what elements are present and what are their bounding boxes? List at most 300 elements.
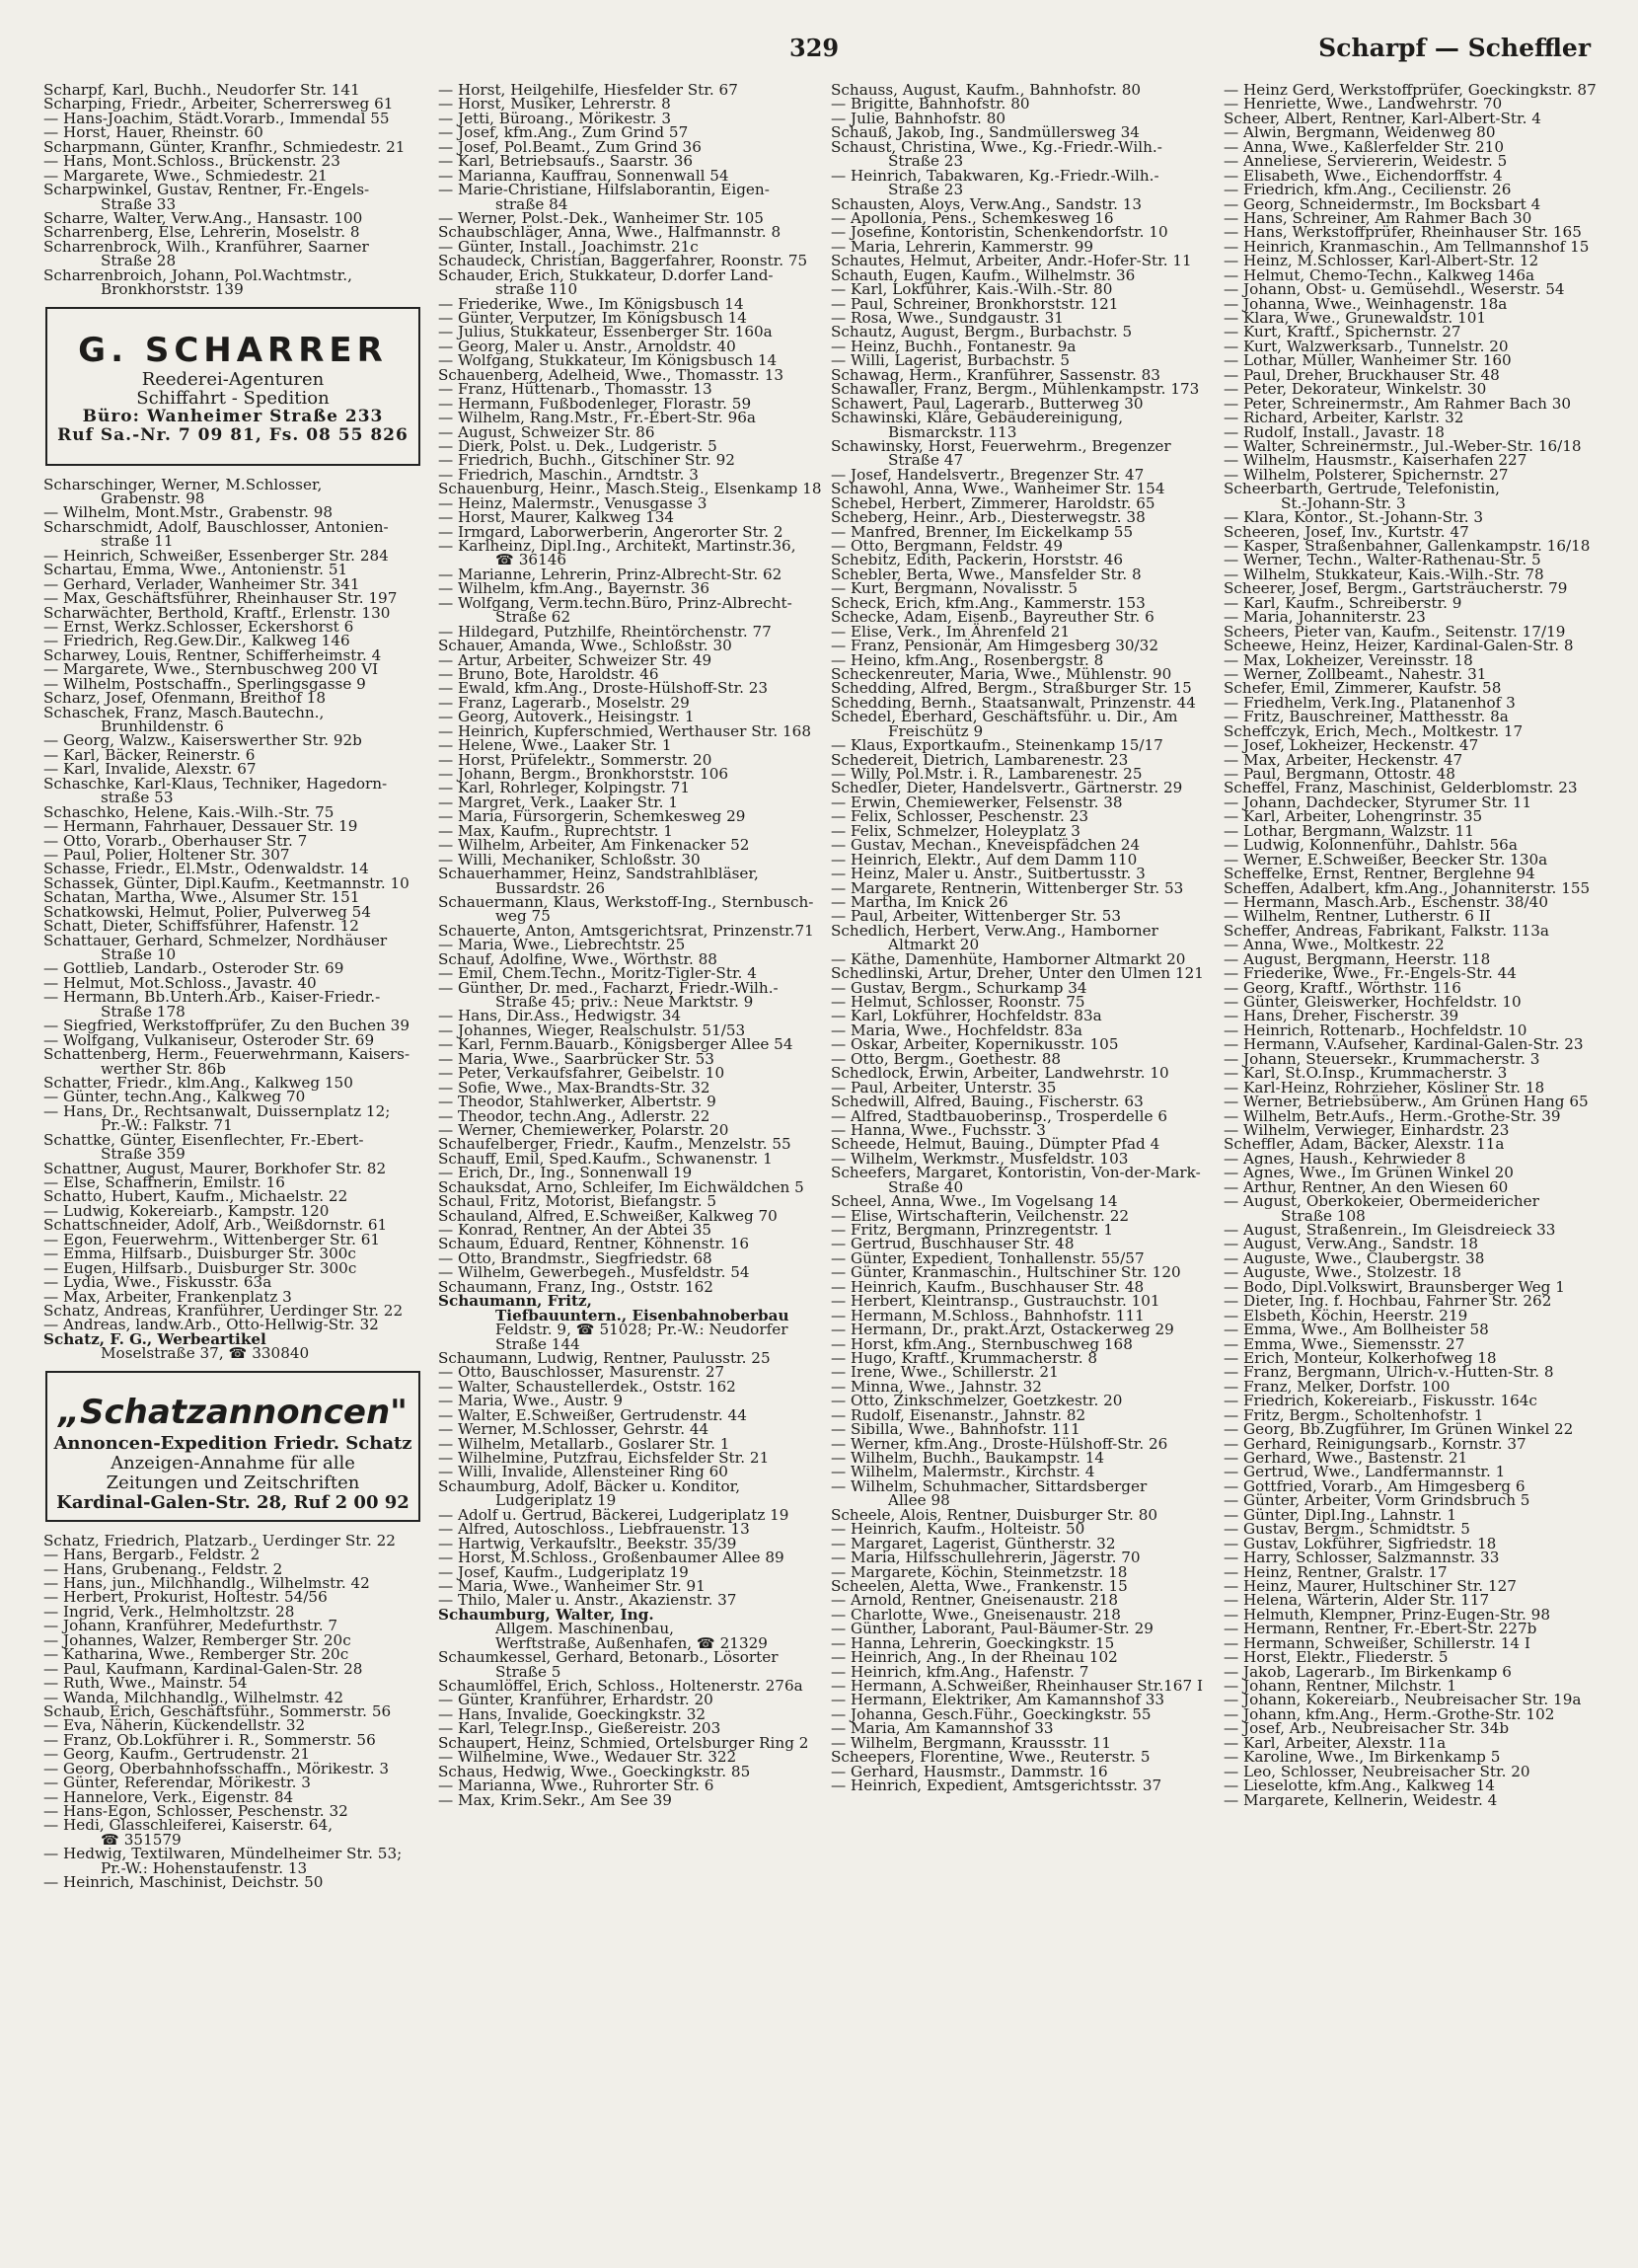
directory-entry: — Max, Arbeiter, Frankenplatz 3 bbox=[43, 1287, 292, 1306]
directory-entry: Schatto, Hubert, Kaufm., Michaelstr. 22 bbox=[43, 1187, 348, 1206]
directory-entry: ☎ 351579 bbox=[101, 1830, 182, 1849]
directory-entry: — Marianna, Wwe., Ruhrorter Str. 6 bbox=[438, 1777, 714, 1795]
directory-entry: Schaumann, Ludwig, Rentner, Paulusstr. 25 bbox=[438, 1348, 771, 1367]
directory-entry: — Hermann, Schweißer, Schillerstr. 14 I bbox=[1224, 1633, 1530, 1652]
directory-entry: — Wilhelm, Arbeiter, Am Finkenacker 52 bbox=[438, 836, 750, 855]
directory-entry: — Hermann, Elektriker, Am Kamannshof 33 bbox=[831, 1691, 1165, 1709]
directory-entry: — Wilhelm, Metallarb., Goslarer Str. 1 bbox=[438, 1434, 730, 1453]
directory-entry: Schawert, Paul, Lagerarb., Butterweg 30 bbox=[831, 394, 1144, 413]
schatz-ad-address: Kardinal-Galen-Str. 28, Ruf 2 00 92 bbox=[56, 1491, 410, 1513]
directory-entry: Scharre, Walter, Verw.Ang., Hansastr. 100 bbox=[43, 208, 363, 227]
directory-entry: — Horst, Prüfelektr., Sommerstr. 20 bbox=[438, 750, 712, 769]
directory-entry: Schasse, Friedr., El.Mstr., Odenwaldstr. 14 bbox=[43, 860, 369, 878]
directory-entry: Scharrenbroich, Johann, Pol.Wachtmstr., bbox=[43, 265, 352, 284]
directory-entry: — Eugen, Hilfsarb., Duisburger Str. 300c bbox=[43, 1258, 357, 1277]
directory-entry: Schedler, Dieter, Handelsvertr., Gärtnerstr. 29 bbox=[831, 779, 1183, 797]
directory-entry: — Hartwig, Verkaufsltr., Beekstr. 35/39 bbox=[438, 1534, 737, 1552]
directory-entry: — Wilhelm, Buchh., Baukampstr. 14 bbox=[831, 1449, 1105, 1467]
directory-entry: — Karl, Lokführer, Kais.-Wilh.-Str. 80 bbox=[831, 280, 1113, 299]
directory-entry: — Heinz, Maler u. Anstr., Suitbertusstr. 3 bbox=[831, 865, 1146, 883]
directory-entry: Schauss, August, Kaufm., Bahnhofstr. 80 bbox=[831, 83, 1142, 99]
directory-entry: St.-Johann-Str. 3 bbox=[1281, 493, 1406, 512]
directory-entry: — Gertrud, Wwe., Landfermannstr. 1 bbox=[1224, 1463, 1506, 1481]
directory-entry: — Günter, Referendar, Mörikestr. 3 bbox=[43, 1774, 311, 1792]
directory-entry: Bussardstr. 26 bbox=[495, 878, 606, 897]
directory-entry: Scharschinger, Werner, M.Schlosser, bbox=[43, 475, 323, 493]
directory-entry: — Helmuth, Klempner, Prinz-Eugen-Str. 98 bbox=[1224, 1605, 1550, 1624]
directory-entry: — Wilhelm, Postschaffn., Sperlingsgasse 9 bbox=[43, 674, 366, 693]
directory-entry: — Wilhelm, Rang.Mstr., Fr.-Ebert-Str. 96a bbox=[438, 409, 756, 427]
directory-entry: — Herbert, Kleintransp., Gustrauchstr. 101 bbox=[831, 1292, 1160, 1311]
directory-entry: Scheerbarth, Gertrude, Telefonistin, bbox=[1224, 480, 1500, 498]
directory-entry: — Heinrich, Elektr., Auf dem Damm 110 bbox=[831, 850, 1138, 869]
directory-entry: — Walter, Schaustellerdek., Oststr. 162 bbox=[438, 1377, 736, 1396]
directory-entry: — Horst, Heilgehilfe, Hiesfelder Str. 67 bbox=[438, 83, 738, 99]
directory-entry: — Otto, Zinkschmelzer, Goetzkestr. 20 bbox=[831, 1392, 1123, 1410]
directory-entry: — Wilhelm, Betr.Aufs., Herm.-Grothe-Str. 39 bbox=[1224, 1106, 1561, 1125]
directory-entry: — Oskar, Arbeiter, Kopernikusstr. 105 bbox=[831, 1035, 1119, 1054]
directory-entry: — Günter, Kranmaschin., Hultschiner Str. 120 bbox=[831, 1263, 1181, 1282]
directory-entry: — Karl, Kaufm., Schreiberstr. 9 bbox=[1224, 593, 1462, 612]
directory-entry: — Alfred, Stadtbauoberinsp., Trosperdelle 6 bbox=[831, 1106, 1167, 1125]
directory-entry: — Heinrich, Expedient, Amtsgerichtsstr. 37 bbox=[831, 1777, 1162, 1793]
directory-entry: Scheberg, Heinr., Arb., Diesterwegstr. 38 bbox=[831, 508, 1146, 527]
directory-entry: — Paul, Schreiner, Bronkhorststr. 121 bbox=[831, 294, 1119, 313]
directory-entry: — Josef, Kaufm., Ludgeriplatz 19 bbox=[438, 1562, 689, 1581]
directory-entry: — Franz, Melker, Dorfstr. 100 bbox=[1224, 1377, 1451, 1396]
directory-entry: — Paul, Bergmann, Ottostr. 48 bbox=[1224, 765, 1455, 783]
directory-entry: — August, Straßenrein., Im Gleisdreieck 33 bbox=[1224, 1221, 1556, 1239]
column-1-bottom-entries bbox=[43, 1531, 430, 1890]
directory-entry: Straße 62 bbox=[495, 608, 571, 627]
directory-entry: — Felix, Schlosser, Peschenstr. 23 bbox=[831, 807, 1089, 826]
directory-entry: — Alfred, Autoschloss., Liebfrauenstr. 13 bbox=[438, 1520, 750, 1539]
directory-entry: Schaust, Christina, Wwe., Kg.-Friedr.-Wilh.- bbox=[831, 137, 1162, 156]
directory-entry: straße 53 bbox=[101, 789, 174, 807]
directory-entry: Schattner, August, Maurer, Borkhofer Str. 82 bbox=[43, 1159, 387, 1177]
directory-entry: Schaschke, Karl-Klaus, Techniker, Hagedorn- bbox=[43, 774, 388, 793]
directory-entry: Feldstr. 9, ☎ 51028; Pr.-W.: Neudorfer bbox=[495, 1321, 788, 1339]
directory-entry: — Heino, kfm.Ang., Rosenbergstr. 8 bbox=[831, 650, 1104, 669]
directory-entry: — Wilhelm, Mont.Mstr., Grabenstr. 98 bbox=[43, 503, 334, 522]
directory-entry: — Maria, Am Kamannshof 33 bbox=[831, 1719, 1054, 1738]
scharrer-advertisement bbox=[45, 307, 420, 466]
directory-entry: — Johannes, Walzer, Remberger Str. 20c bbox=[43, 1630, 351, 1649]
directory-entry: — Günter, Kranführer, Erhardstr. 20 bbox=[438, 1691, 713, 1709]
directory-entry: — Anneliese, Serviererin, Weidestr. 5 bbox=[1224, 152, 1508, 171]
directory-entry: — Josef, Lokheizer, Heckenstr. 47 bbox=[1224, 736, 1479, 755]
directory-entry: — Hans-Egon, Schlosser, Peschenstr. 32 bbox=[43, 1802, 348, 1820]
directory-entry: — Bodo, Dipl.Volkswirt, Braunsberger Weg 1 bbox=[1224, 1277, 1565, 1296]
directory-entry: — Hermann, A.Schweißer, Rheinhauser Str.167 I bbox=[831, 1677, 1203, 1695]
directory-entry: Schaum, Eduard, Rentner, Köhnenstr. 16 bbox=[438, 1235, 750, 1253]
directory-entry: Straße 5 bbox=[495, 1662, 561, 1681]
directory-entry: — Johanna, Wwe., Weinhagenstr. 18a bbox=[1224, 294, 1508, 313]
directory-entry: — Karl-Heinz, Rohrzieher, Kösliner Str. 18 bbox=[1224, 1078, 1545, 1096]
directory-entry: — Karl, Rohrleger, Kolpingstr. 71 bbox=[438, 779, 691, 797]
directory-entry: — Wilhelm, kfm.Ang., Bayernstr. 36 bbox=[438, 579, 710, 598]
directory-entry: Straße 40 bbox=[888, 1177, 964, 1196]
directory-entry: Werftstraße, Außenhafen, ☎ 21329 bbox=[495, 1633, 768, 1652]
directory-entry: Schauff, Emil, Sped.Kaufm., Schwanenstr. 1 bbox=[438, 1149, 773, 1168]
directory-entry: — Maria, Wwe., Wanheimer Str. 91 bbox=[438, 1576, 706, 1595]
directory-entry: Bronkhorststr. 139 bbox=[101, 280, 244, 299]
directory-entry: Scharz, Josef, Ofenmann, Breithof 18 bbox=[43, 689, 326, 708]
directory-entry: — Günter, Dipl.Ing., Lahnstr. 1 bbox=[1224, 1505, 1456, 1524]
directory-entry: — Friedrich, Kokereiarb., Fiskusstr. 164c bbox=[1224, 1392, 1537, 1410]
directory-entry: Schattenberg, Herm., Feuerwehrmann, Kaisers- bbox=[43, 1045, 410, 1064]
directory-entry: — Wolfgang, Stukkateur, Im Königsbusch 14 bbox=[438, 351, 778, 370]
directory-entry: — Wilhelmine, Putzfrau, Eichsfelder Str. 21 bbox=[438, 1449, 770, 1467]
directory-entry: — Minna, Wwe., Jahnstr. 32 bbox=[831, 1377, 1042, 1396]
directory-entry: — Willy, Pol.Mstr. i. R., Lambarenestr. 25 bbox=[831, 765, 1143, 783]
directory-entry: Schauf, Adolfine, Wwe., Wörthstr. 88 bbox=[438, 949, 717, 968]
directory-entry: — Paul, Dreher, Bruckhauser Str. 48 bbox=[1224, 365, 1500, 384]
directory-entry: Altmarkt 20 bbox=[888, 936, 980, 954]
directory-entry: — Johann, Bergm., Bronkhorststr. 106 bbox=[438, 765, 729, 783]
page-header bbox=[0, 34, 1638, 73]
directory-entry: — Johann, Obst- u. Gemüsehdl., Weserstr. 54 bbox=[1224, 280, 1565, 299]
directory-entry: — Heinz, Malermstr., Venusgasse 3 bbox=[438, 493, 707, 512]
directory-entry: Straße 108 bbox=[1281, 1206, 1366, 1225]
directory-entry: — Wilhelm, Stukkateur, Kais.-Wilh.-Str. 78 bbox=[1224, 565, 1544, 583]
directory-entry: — Fritz, Bergmann, Prinzregentstr. 1 bbox=[831, 1221, 1114, 1239]
directory-entry: Schattschneider, Adolf, Arb., Weißdornstr. 61 bbox=[43, 1216, 388, 1235]
directory-entry: Schedlock, Erwin, Arbeiter, Landwehrstr. 10 bbox=[831, 1064, 1169, 1083]
directory-entry: Straße 178 bbox=[101, 1002, 186, 1021]
directory-entry: Scharschmidt, Adolf, Bauschlosser, Antonien- bbox=[43, 517, 389, 536]
directory-entry: Schaupert, Heinz, Schmied, Ortelsburger Ring 2 bbox=[438, 1733, 809, 1752]
directory-entry: Brunhildenstr. 6 bbox=[101, 718, 224, 735]
directory-entry: Straße 28 bbox=[101, 252, 177, 270]
directory-entry: — Gustav, Lokführer, Sigfriedstr. 18 bbox=[1224, 1534, 1497, 1552]
directory-entry: — August, Bergmann, Heerstr. 118 bbox=[1224, 949, 1491, 968]
directory-entry: — Apollonia, Pens., Schemkesweg 16 bbox=[831, 208, 1114, 227]
directory-entry: — Josefine, Kontoristin, Schenkendorfstr. 10 bbox=[831, 223, 1168, 242]
directory-entry: — Margarete, Wwe., Sternbuschweg 200 VI bbox=[43, 660, 379, 679]
column-1-middle-entries bbox=[43, 475, 430, 1363]
directory-entry: — Hedwig, Textilwaren, Mündelheimer Str. 53; bbox=[43, 1845, 403, 1863]
directory-entry: — Willi, Invalide, Allensteiner Ring 60 bbox=[438, 1463, 728, 1481]
directory-entry: — Horst, Hauer, Rheinstr. 60 bbox=[43, 123, 263, 142]
directory-entry: — Hugo, Kraftf., Krummacherstr. 8 bbox=[831, 1348, 1098, 1367]
directory-entry: Schaschko, Helene, Kais.-Wilh.-Str. 75 bbox=[43, 802, 335, 821]
directory-entry: — Auguste, Wwe., Claubergstr. 38 bbox=[1224, 1248, 1485, 1267]
directory-entry: — Helmut, Chemo-Techn., Kalkweg 146a bbox=[1224, 265, 1535, 284]
directory-entry: — Georg, Autoverk., Heisingstr. 1 bbox=[438, 708, 695, 726]
directory-entry: — Julius, Stukkateur, Essenberger Str. 160a bbox=[438, 323, 773, 341]
directory-entry: Scheewe, Heinz, Heizer, Kardinal-Galen-Str. 8 bbox=[1224, 637, 1574, 655]
directory-entry: — Kurt, Bergmann, Novalisstr. 5 bbox=[831, 579, 1079, 598]
directory-entry: — Marianna, Kauffrau, Sonnenwall 54 bbox=[438, 166, 729, 185]
directory-entry: — Friedrich, kfm.Ang., Cecilienstr. 26 bbox=[1224, 181, 1512, 199]
directory-entry: — Herbert, Prokurist, Holtestr. 54/56 bbox=[43, 1588, 328, 1607]
directory-entry: — Johann, Kranführer, Medefurthstr. 7 bbox=[43, 1617, 338, 1635]
directory-entry: — Gustav, Bergm., Schmidtstr. 5 bbox=[1224, 1520, 1470, 1539]
directory-entry: — Franz, Bergmann, Ulrich-v.-Hutten-Str. 8 bbox=[1224, 1363, 1554, 1382]
directory-entry: — Heinrich, Kaufm., Buschhauser Str. 48 bbox=[831, 1277, 1145, 1296]
directory-entry: — Wilhelm, Rentner, Lutherstr. 6 II bbox=[1224, 907, 1491, 926]
directory-entry: — Wilhelm, Malermstr., Kirchstr. 4 bbox=[831, 1463, 1095, 1481]
directory-entry: Schaschek, Franz, Masch.Bautechn., bbox=[43, 703, 325, 721]
directory-entry: — Richard, Arbeiter, Karlstr. 32 bbox=[1224, 409, 1464, 427]
directory-entry: — Karl, Bäcker, Reinerstr. 6 bbox=[43, 745, 256, 764]
directory-entry: — Maria, Wwe., Hochfeldstr. 83a bbox=[831, 1021, 1082, 1039]
schatz-ad-line: Anzeigen-Annahme für alle bbox=[111, 1452, 355, 1474]
directory-entry: Schebler, Berta, Wwe., Mansfelder Str. 8 bbox=[831, 565, 1142, 583]
directory-entry: Schauerhammer, Heinz, Sandstrahlbläser, bbox=[438, 865, 759, 883]
directory-entry: — Maria, Wwe., Saarbrücker Str. 53 bbox=[438, 1049, 714, 1068]
directory-entry: — Ewald, kfm.Ang., Droste-Hülshoff-Str. 23 bbox=[438, 679, 769, 698]
directory-entry: Scheers, Pieter van, Kaufm., Seitenstr. 17/19 bbox=[1224, 622, 1566, 641]
directory-entry: Bismarckstr. 113 bbox=[888, 422, 1017, 441]
directory-entry: — Otto, Bergm., Goethestr. 88 bbox=[831, 1049, 1062, 1068]
directory-entry: Schartau, Emma, Wwe., Antonienstr. 51 bbox=[43, 561, 348, 579]
directory-entry: — Marie-Christiane, Hilfslaborantin, Eigen- bbox=[438, 181, 770, 199]
directory-entry: Straße 10 bbox=[101, 945, 177, 963]
directory-entry: — Hans, Mont.Schloss., Brückenstr. 23 bbox=[43, 152, 340, 171]
directory-entry: — Margret, Verk., Laaker Str. 1 bbox=[438, 793, 679, 811]
directory-entry: Schaub, Erich, Geschäftsführ., Sommerstr. 56 bbox=[43, 1701, 392, 1720]
directory-entry: — Hermann, Bb.Unterh.Arb., Kaiser-Friedr.- bbox=[43, 988, 381, 1007]
directory-entry: — Hanna, Wwe., Fuchsstr. 3 bbox=[831, 1120, 1046, 1139]
directory-entry: — Johann, Rentner, Milchstr. 1 bbox=[1224, 1677, 1456, 1695]
directory-entry: — Hermann, Fußbodenleger, Florastr. 59 bbox=[438, 394, 752, 413]
directory-entry: — Anna, Wwe., Moltkestr. 22 bbox=[1224, 936, 1445, 954]
directory-entry: — Horst, M.Schloss., Großenbaumer Allee 89 bbox=[438, 1549, 784, 1567]
directory-entry: — Max, Kaufm., Ruprechtstr. 1 bbox=[438, 821, 673, 840]
directory-entry: Schattke, Günter, Eisenflechter, Fr.-Ebert- bbox=[43, 1130, 364, 1149]
directory-entry: — Heinrich, Kupferschmied, Werthauser Str. 168 bbox=[438, 721, 811, 740]
directory-entry: — Klaus, Exportkaufm., Steinenkamp 15/17 bbox=[831, 736, 1163, 755]
directory-entry: — Emil, Chem.Techn., Moritz-Tigler-Str. 4 bbox=[438, 964, 757, 983]
scharrer-ad-title: G. SCHARRER bbox=[78, 330, 388, 370]
directory-entry: Scheele, Alois, Rentner, Duisburger Str. 80 bbox=[831, 1505, 1158, 1524]
directory-entry: — Egon, Feuerwehrm., Wittenberger Str. 61 bbox=[43, 1230, 381, 1248]
directory-entry: — Heinz, Buchh., Fontanestr. 9a bbox=[831, 337, 1077, 355]
directory-entry: — Günter, Gleiswerker, Hochfeldstr. 10 bbox=[1224, 993, 1522, 1011]
directory-entry: — Klara, Wwe., Grunewaldstr. 101 bbox=[1224, 309, 1487, 327]
directory-entry: — Friedrich, Reg.Gew.Dir., Kalkweg 146 bbox=[43, 632, 350, 650]
directory-entry: Schauksdat, Arno, Schleifer, Im Eichwäldchen 5 bbox=[438, 1177, 804, 1196]
directory-entry: — Hildegard, Putzhilfe, Rheintörchenstr. 77 bbox=[438, 622, 772, 641]
directory-entry: — Friederike, Wwe., Fr.-Engels-Str. 44 bbox=[1224, 964, 1517, 983]
directory-entry: — Hans, Schreiner, Am Rahmer Bach 30 bbox=[1224, 208, 1532, 227]
directory-entry: Straße 47 bbox=[888, 451, 964, 470]
directory-entry: — Wilhelm, Hausmstr., Kaiserhafen 227 bbox=[1224, 451, 1527, 470]
directory-entry: — Wanda, Milchhandlg., Wilhelmstr. 42 bbox=[43, 1688, 344, 1706]
directory-entry: — Theodor, Stahlwerker, Albertstr. 9 bbox=[438, 1093, 716, 1111]
directory-entry: — Ludwig, Kokereiarb., Kampstr. 120 bbox=[43, 1201, 330, 1220]
directory-entry: — Maria, Wwe., Liebrechtstr. 25 bbox=[438, 936, 686, 954]
directory-entry: — Agnes, Wwe., Im Grünen Winkel 20 bbox=[1224, 1164, 1514, 1182]
directory-entry: — Hans, Grubenang., Feldstr. 2 bbox=[43, 1559, 283, 1578]
directory-entry: Scheffczyk, Erich, Mech., Moltkestr. 17 bbox=[1224, 721, 1524, 740]
scharrer-ad-line: Reederei-Agenturen bbox=[141, 368, 325, 390]
directory-entry: Schauder, Erich, Stukkateur, D.dorfer Land- bbox=[438, 265, 774, 284]
directory-entry: — Wilhelm, Schuhmacher, Sittardsberger bbox=[831, 1476, 1148, 1495]
directory-entry: Straße 23 bbox=[888, 152, 964, 171]
directory-entry: — Margarete, Kellnerin, Weidestr. 4 bbox=[1224, 1790, 1498, 1807]
directory-entry: Allee 98 bbox=[888, 1491, 950, 1510]
directory-entry: Schaubschläger, Anna, Wwe., Halfmannstr. 8 bbox=[438, 223, 782, 242]
directory-entry: — Dierk, Polst. u. Dek., Ludgeristr. 5 bbox=[438, 436, 717, 455]
directory-entry: — Max, Geschäftsführer, Rheinhauser Str. 197 bbox=[43, 589, 398, 608]
directory-entry: — Rudolf, Eisenanstr., Jahnstr. 82 bbox=[831, 1405, 1086, 1424]
directory-entry: — Fritz, Bauschreiner, Matthesstr. 8a bbox=[1224, 708, 1509, 726]
directory-entry: Schefer, Emil, Zimmerer, Kaufstr. 58 bbox=[1224, 679, 1502, 698]
directory-entry: — Karl, Fernm.Bauarb., Königsberger Allee 54 bbox=[438, 1035, 793, 1054]
directory-entry: — Konrad, Rentner, An der Abtei 35 bbox=[438, 1221, 712, 1239]
directory-entry: Schaumlöffel, Erich, Schloss., Holtenerstr. 276a bbox=[438, 1677, 803, 1695]
schatz-ad-line: Annoncen-Expedition Friedr. Schatz bbox=[53, 1432, 412, 1454]
directory-entry: — Georg, Walzw., Kaiserswerther Str. 92b bbox=[43, 731, 362, 750]
directory-entry: Schauenberg, Adelheid, Wwe., Thomasstr. 13 bbox=[438, 365, 784, 384]
directory-entry: — Rudolf, Install., Javastr. 18 bbox=[1224, 422, 1445, 441]
directory-entry: — Wilhelm, Bergmann, Kraussstr. 11 bbox=[831, 1733, 1112, 1752]
directory-entry: Straße 33 bbox=[101, 194, 177, 213]
directory-entry: Schedereit, Dietrich, Lambarenestr. 23 bbox=[831, 750, 1129, 769]
directory-entry: Schebitz, Edith, Packerin, Horststr. 46 bbox=[831, 551, 1124, 569]
directory-entry: Schausten, Aloys, Verw.Ang., Sandstr. 13 bbox=[831, 194, 1143, 213]
directory-entry: — Alwin, Bergmann, Weidenweg 80 bbox=[1224, 123, 1496, 142]
directory-entry: Moselstraße 37, ☎ 330840 bbox=[101, 1344, 310, 1363]
directory-entry: — Erich, Dr., Ing., Sonnenwall 19 bbox=[438, 1164, 693, 1182]
directory-entry: — Wolfgang, Vulkaniseur, Osteroder Str. 69 bbox=[43, 1030, 375, 1049]
directory-entry: — Peter, Verkaufsfahrer, Geibelstr. 10 bbox=[438, 1064, 725, 1083]
directory-entry: Pr.-W.: Hohenstaufenstr. 13 bbox=[101, 1858, 308, 1877]
directory-entry: Scharpwinkel, Gustav, Rentner, Fr.-Engels- bbox=[43, 181, 370, 199]
directory-entry: — Johanna, Gesch.Führ., Goeckingkstr. 55 bbox=[831, 1704, 1152, 1723]
directory-entry: — Max, Krim.Sekr., Am See 39 bbox=[438, 1790, 672, 1807]
directory-entry: — Hermann, Rentner, Fr.-Ebert-Str. 227b bbox=[1224, 1620, 1537, 1638]
directory-entry: — Maria, Wwe., Austr. 9 bbox=[438, 1392, 624, 1410]
directory-entry: Schawinsky, Horst, Feuerwehrm., Bregenzer bbox=[831, 436, 1171, 455]
directory-entry: Scheeren, Josef, Inv., Kurtstr. 47 bbox=[1224, 522, 1469, 541]
directory-entry: — Agnes, Haush., Kehrwieder 8 bbox=[1224, 1149, 1466, 1168]
directory-entry: — Adolf u. Gertrud, Bäckerei, Ludgeriplatz 19 bbox=[438, 1505, 789, 1524]
directory-entry: Schaumburg, Adolf, Bäcker u. Konditor, bbox=[438, 1476, 741, 1495]
directory-entry: Scharrenberg, Else, Lehrerin, Moselstr. 8 bbox=[43, 223, 360, 242]
directory-entry: — Paul, Arbeiter, Unterstr. 35 bbox=[831, 1078, 1057, 1096]
directory-entry: — Maria, Johanniterstr. 23 bbox=[1224, 608, 1426, 627]
directory-entry: — Hermann, V.Aufseher, Kardinal-Galen-Str. 23 bbox=[1224, 1035, 1584, 1054]
directory-entry: — Käthe, Damenhüte, Hamborner Altmarkt 20 bbox=[831, 949, 1186, 968]
directory-entry: — Karl, Lokführer, Hochfeldstr. 83a bbox=[831, 1007, 1102, 1025]
directory-entry: — Gustav, Bergm., Schurkamp 34 bbox=[831, 978, 1087, 997]
directory-entry: — Hannelore, Verk., Eigenstr. 84 bbox=[43, 1787, 294, 1806]
directory-entry: — Gerhard, Hausmstr., Dammstr. 16 bbox=[831, 1762, 1108, 1780]
directory-entry: — Elsbeth, Köchin, Heerstr. 219 bbox=[1224, 1306, 1468, 1324]
directory-entry: — August, Schweizer Str. 86 bbox=[438, 422, 655, 441]
directory-entry: — Günther, Dr. med., Facharzt, Friedr.-Wilh.- bbox=[438, 978, 779, 997]
directory-entry: — Peter, Schreinermstr., Am Rahmer Bach 30 bbox=[1224, 394, 1572, 413]
directory-entry: Schattauer, Gerhard, Schmelzer, Nordhäuser bbox=[43, 931, 388, 949]
directory-entry: — Margarete, Wwe., Schmiedestr. 21 bbox=[43, 166, 328, 185]
directory-entry: Schassek, Günter, Dipl.Kaufm., Keetmannstr. 10 bbox=[43, 873, 410, 892]
directory-entry: — Heinrich, Maschinist, Deichstr. 50 bbox=[43, 1873, 324, 1890]
directory-entry: — Elise, Verk., Im Ährenfeld 21 bbox=[831, 622, 1071, 641]
directory-entry: Schautes, Helmut, Arbeiter, Andr.-Hofer-Str. 11 bbox=[831, 252, 1192, 270]
directory-entry: — August, Oberkokeier, Obermeidericher bbox=[1224, 1192, 1539, 1211]
directory-entry: — Hans-Joachim, Städt.Vorarb., Immendal 55 bbox=[43, 109, 390, 127]
directory-entry: Schedding, Bernh., Staatsanwalt, Prinzenstr. 44 bbox=[831, 693, 1196, 712]
directory-entry: — Maria, Fürsorgerin, Schemkesweg 29 bbox=[438, 807, 746, 826]
directory-entry: — Günter, Expedient, Tonhallenstr. 55/57 bbox=[831, 1248, 1145, 1267]
directory-entry: Scheffelke, Ernst, Rentner, Berglehne 94 bbox=[1224, 865, 1535, 883]
directory-entry: — Hanna, Lehrerin, Goeckingkstr. 15 bbox=[831, 1633, 1115, 1652]
directory-entry: — Paul, Arbeiter, Wittenberger Str. 53 bbox=[831, 907, 1122, 926]
directory-entry: — Heinrich, Kranmaschin., Am Tellmannshof 15 bbox=[1224, 237, 1590, 256]
directory-entry: — Günter, Install., Joachimstr. 21c bbox=[438, 237, 699, 256]
directory-entry: — Otto, Vorarb., Oberhauser Str. 7 bbox=[43, 831, 308, 850]
directory-entry: — Sibilla, Wwe., Bahnhofstr. 111 bbox=[831, 1420, 1080, 1439]
directory-entry: — Gottlieb, Landarb., Osteroder Str. 69 bbox=[43, 959, 344, 978]
directory-entry: — Ludwig, Kolonnenführ., Dahlstr. 56a bbox=[1224, 836, 1518, 855]
directory-entry: — Heinz, M.Schlosser, Karl-Albert-Str. 12 bbox=[1224, 252, 1539, 270]
directory-entry: — Else, Schaffnerin, Emilstr. 16 bbox=[43, 1173, 285, 1191]
directory-entry: Schauland, Alfred, E.Schweißer, Kalkweg 70 bbox=[438, 1206, 778, 1225]
directory-entry: — Andreas, landw.Arb., Otto-Hellwig-Str. 32 bbox=[43, 1316, 379, 1334]
directory-entry: — Friedrich, Buchh., Gitschiner Str. 92 bbox=[438, 451, 735, 470]
directory-entry: — Horst, kfm.Ang., Sternbuschweg 168 bbox=[831, 1334, 1133, 1353]
directory-entry: — Arnold, Rentner, Gneisenaustr. 218 bbox=[831, 1591, 1119, 1610]
directory-entry: — Ruth, Wwe., Mainstr. 54 bbox=[43, 1674, 248, 1693]
directory-entry: Schauenburg, Heinr., Masch.Steig., Elsenkamp 18 bbox=[438, 480, 822, 498]
directory-entry: — Hans, Werkstoffprüfer, Rheinhauser Str. 165 bbox=[1224, 223, 1582, 242]
directory-entry: — Rosa, Wwe., Sundgaustr. 31 bbox=[831, 309, 1064, 327]
directory-entry: Schawag, Herm., Kranführer, Sassenstr. 83 bbox=[831, 365, 1160, 384]
directory-entry: — Wilhelm, Polsterer, Spichernstr. 27 bbox=[1224, 465, 1509, 484]
directory-entry: — Siegfried, Werkstoffprüfer, Zu den Buchen 39 bbox=[43, 1017, 410, 1035]
directory-entry: — Sofie, Wwe., Max-Brandts-Str. 32 bbox=[438, 1078, 710, 1096]
directory-entry: — Josef, Handelsvertr., Bregenzer Str. 47 bbox=[831, 465, 1145, 484]
directory-entry: straße 84 bbox=[495, 194, 568, 213]
directory-entry: Scheel, Anna, Wwe., Im Vogelsang 14 bbox=[831, 1192, 1118, 1211]
directory-entry: — Irmgard, Laborwerberin, Angerorter Str. 2 bbox=[438, 522, 783, 541]
directory-entry: — Margarete, Köchin, Steinmetzstr. 18 bbox=[831, 1562, 1128, 1581]
directory-entry: Schaumkessel, Gerhard, Betonarb., Lösorter bbox=[438, 1648, 779, 1667]
directory-entry: — Gertrud, Buschhauser Str. 48 bbox=[831, 1235, 1075, 1253]
directory-entry: Scharpmann, Günter, Kranfhr., Schmiedestr. 21 bbox=[43, 137, 406, 156]
directory-entry: — Otto, Bergmann, Feldstr. 49 bbox=[831, 537, 1064, 555]
directory-entry: — Auguste, Wwe., Stolzestr. 18 bbox=[1224, 1263, 1461, 1282]
directory-entry: — Josef, kfm.Ang., Zum Grind 57 bbox=[438, 123, 689, 142]
directory-entry: Schautz, August, Bergm., Burbachstr. 5 bbox=[831, 323, 1133, 341]
directory-entry: — Hermann, Masch.Arb., Eschenstr. 38/40 bbox=[1224, 892, 1548, 911]
directory-entry: — Marianne, Lehrerin, Prinz-Albrecht-Str. 62 bbox=[438, 565, 782, 583]
directory-entry: Scheepers, Florentine, Wwe., Reuterstr. 5 bbox=[831, 1748, 1151, 1767]
directory-entry: Scharwächter, Berthold, Kraftf., Erlenstr. 130 bbox=[43, 603, 391, 622]
directory-entry: Schedlinski, Artur, Dreher, Unter den Ulmen 121 bbox=[831, 964, 1204, 983]
directory-entry: — Thilo, Maler u. Anstr., Akazienstr. 37 bbox=[438, 1591, 737, 1610]
directory-entry: — Werner, Zollbeamt., Nahestr. 31 bbox=[1224, 664, 1487, 683]
directory-entry: — Heinz, Rentner, Gralstr. 17 bbox=[1224, 1562, 1448, 1581]
directory-entry: Freischütz 9 bbox=[888, 721, 984, 740]
directory-entry: — Hedi, Glasschleiferei, Kaiserstr. 64, bbox=[43, 1816, 334, 1835]
directory-entry: — Karl, Invalide, Alexstr. 67 bbox=[43, 760, 257, 779]
directory-entry: — Gustav, Mechan., Kneveispfädchen 24 bbox=[831, 836, 1141, 855]
directory-entry: — Julie, Bahnhofstr. 80 bbox=[831, 109, 1006, 127]
directory-entry: — Heinrich, Schweißer, Essenberger Str. 284 bbox=[43, 546, 389, 565]
directory-entry: Scheffen, Adalbert, kfm.Ang., Johanniterstr. 155 bbox=[1224, 878, 1591, 897]
directory-entry: Scheede, Helmut, Bauing., Dümpter Pfad 4 bbox=[831, 1135, 1160, 1154]
directory-entry: weg 75 bbox=[495, 907, 551, 926]
directory-entry: Scheer, Albert, Rentner, Karl-Albert-Str. 4 bbox=[1224, 109, 1541, 127]
directory-entry: — Günter, Arbeiter, Vorm Grindsbruch 5 bbox=[1224, 1491, 1530, 1510]
directory-entry: werther Str. 86b bbox=[101, 1059, 227, 1078]
directory-entry: — Gerhard, Reinigungsarb., Kornstr. 37 bbox=[1224, 1434, 1526, 1453]
